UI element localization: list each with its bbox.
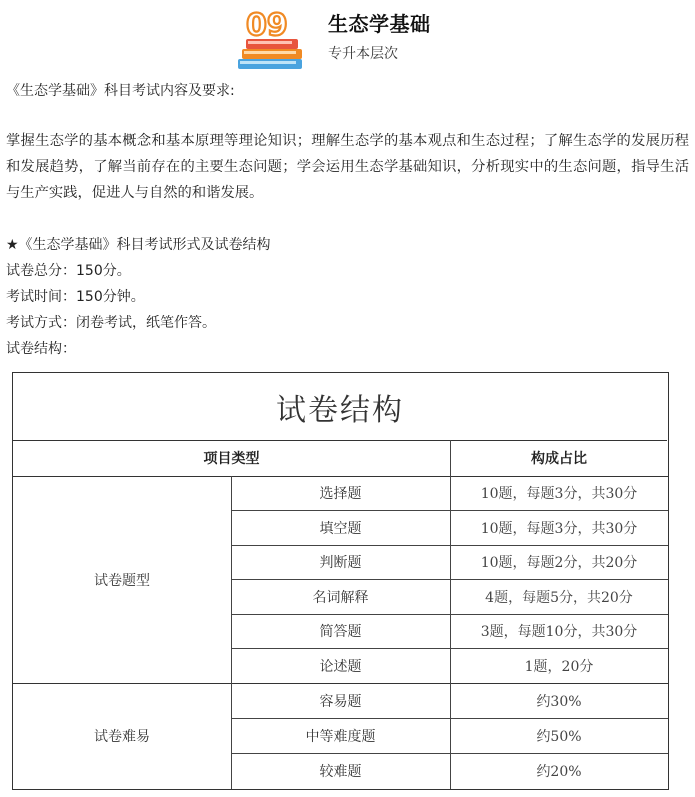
table-row-value: 10题，每题3分，共30分 [480, 520, 638, 537]
table-row-value: 3题，每题10分，共30分 [480, 624, 638, 640]
page-header [0, 0, 695, 72]
table-row-item: 名词解释 [312, 589, 369, 606]
table-row-item: 填空题 [319, 520, 362, 537]
table-row-value: 约20% [536, 764, 582, 780]
books-logo-icon [236, 5, 308, 71]
col-header-composition: 构成占比 [531, 451, 587, 467]
logo-number: 09 [246, 8, 288, 43]
structure-label: 试卷结构： [6, 341, 76, 357]
intro-heading: 《生态学基础》科目考试内容及要求: [6, 83, 235, 99]
col-header-item-type: 项目类型 [203, 451, 260, 467]
content-paragraph: 掌握生态学的基本概念和基本原理等理论知识；理解生态学的基本观点和生态过程；了解生态学的发展历程和发展趋势，了解当前存在的主要生态问题；学会运用生态学基础知识，分析现实中的生态问题，指导生活与生产实践，促进人与自然的和谐发展。 [6, 133, 689, 201]
page-subtitle: 专升本层次 [328, 46, 398, 62]
table-title: 试卷结构 [13, 373, 667, 441]
exam-structure-table [12, 372, 669, 790]
table-row-item: 论述题 [319, 658, 362, 675]
table-row-value: 约50% [536, 728, 582, 745]
table-row-value: 约30% [536, 693, 582, 710]
group-question-types: 试卷题型 [94, 572, 150, 589]
table-row-item: 判断题 [319, 555, 362, 571]
table-row-value: 1题，20分 [524, 658, 594, 675]
table-row-item: 较难题 [319, 764, 362, 780]
exam-method: 考试方式：闭卷考试，纸笔作答。 [6, 315, 216, 331]
group-difficulty: 试卷难易 [94, 729, 150, 745]
total-score: 试卷总分：150分。 [6, 263, 131, 279]
table-row-value: 4题，每题5分，共20分 [485, 589, 633, 606]
exam-heading: ★《生态学基础》科目考试形式及试卷结构 [6, 237, 271, 253]
exam-duration: 考试时间：150分钟。 [6, 289, 145, 305]
table-row-value: 10题，每题2分，共20分 [480, 555, 638, 571]
table-row-value: 10题，每题3分，共30分 [480, 486, 638, 502]
page-title: 生态学基础 [328, 12, 431, 36]
table-row-item: 容易题 [319, 693, 362, 710]
table-row-item: 简答题 [319, 624, 362, 640]
table-row-item: 选择题 [319, 486, 362, 502]
table-row-item: 中等难度题 [305, 728, 376, 745]
